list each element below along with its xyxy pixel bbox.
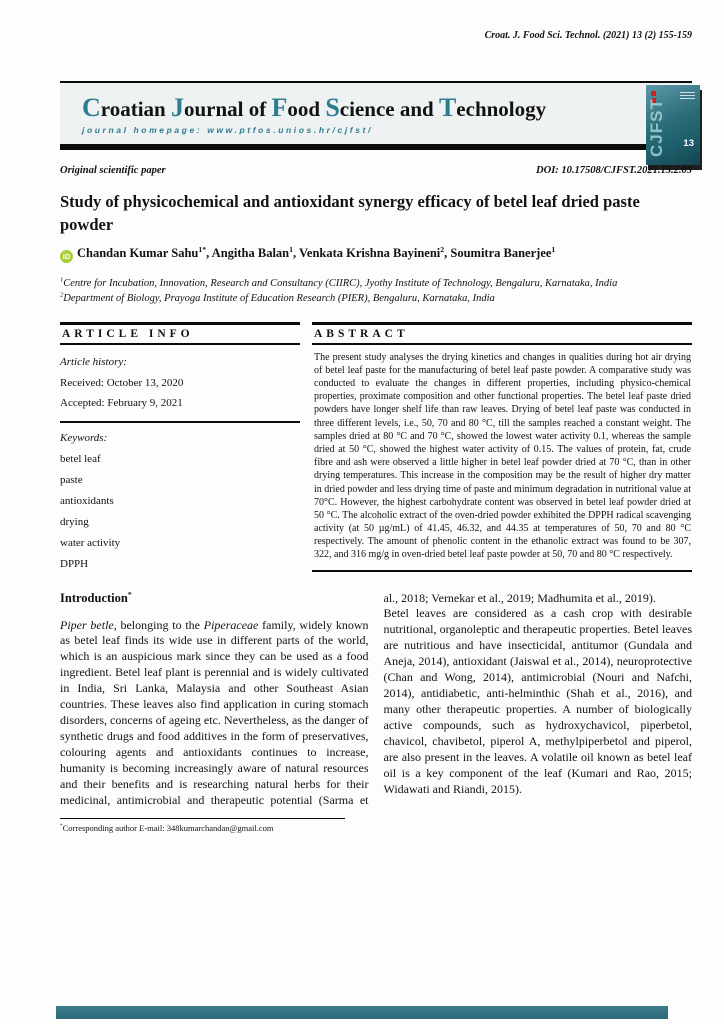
intro-paragraph-right-2: Betel leaves are considered as a cash crop with desirable nutritional, organoleptic and therapeutic properties. Betel leaves are nutritious and have insecticidal, antitumor (Gundala and Aneja, 2014), antioxidant (Jaiswal et al., 2014), neuroprotective (Chan and Wong, 2014), antimicrobial (Nouri and Nafchi, 2014), antidiabetic, anti-helminthic (Shah et al., 2016), and many other therapeutic properties. A number of biologically active compounds, such as hydroxychavicol, piperbetol, chavicol, chavibetol, piperol A, methylpiperbetol and piperol, are also present in the leaves. A volatile oil known as betel leaf oil is a key component of the leaf (Kumari and Rao, 2015; Widawati and Riandi, 2015). [383, 606, 692, 796]
author-affil-sup: 1 [551, 245, 556, 255]
introduction-section [60, 591, 692, 809]
journal-title-text: echnology [456, 97, 547, 121]
author-name [206, 246, 293, 260]
affiliation-text: Department of Biology, Prayoga Institute of Education Research (PIER), Bengaluru, Karnataka, India [63, 293, 495, 305]
article-info-header: ARTICLE INFO [60, 322, 300, 345]
keyword-item: DPPH [60, 557, 89, 570]
author-name [444, 246, 555, 260]
corresponding-author-note [60, 823, 692, 833]
journal-banner [60, 81, 694, 157]
keyword-item: antioxidants [60, 494, 114, 507]
journal-title-cap: F [271, 93, 288, 122]
author-name [293, 246, 444, 260]
paper-title: Study of physicochemical and antioxidant synergy efficacy of betel leaf dried paste powder [60, 192, 640, 235]
cover-volume: 13 [683, 138, 694, 149]
author-name-text: , Venkata Krishna Bayineni [293, 246, 441, 261]
received-date: Received: October 13, 2020 [60, 376, 184, 389]
affiliation-line [60, 276, 692, 291]
journal-title [82, 93, 632, 123]
introduction-heading-text: Introduction [60, 590, 128, 605]
intro-left-column [60, 591, 369, 809]
journal-title-cap: C [82, 93, 101, 122]
author-name [77, 246, 206, 260]
journal-title-cap: J [170, 93, 184, 122]
journal-title-cap: T [438, 93, 457, 122]
introduction-heading [60, 591, 369, 606]
footnote-divider [60, 818, 345, 819]
keyword-item: betel leaf [60, 453, 101, 466]
cover-acronym: CJFST [647, 98, 666, 157]
info-abstract-section [60, 322, 692, 575]
affiliation-line [60, 291, 692, 306]
species-name-italic: Piper betle [60, 617, 114, 632]
journal-title-text: roatian [100, 97, 171, 121]
author-affil-sup: 1* [198, 245, 207, 255]
page-bottom-bar [56, 1006, 668, 1019]
intro-right-column [384, 591, 693, 809]
introduction-heading-sup: * [127, 589, 132, 599]
author-name-text: , Angitha Balan [206, 246, 290, 261]
article-history-label: Article history: [60, 355, 127, 368]
footnote-asterisk: * [60, 823, 63, 830]
article-type-label: Original scientific paper [60, 165, 166, 176]
journal-title-cap: S [325, 93, 340, 122]
keywords-label: Keywords: [60, 432, 108, 445]
article-info-panel [60, 322, 300, 575]
authors-line [60, 246, 692, 263]
author-affil-sup: 1 [289, 245, 293, 255]
corresponding-email-link[interactable]: 348kumarchandan@gmail.com [166, 822, 274, 833]
intro-text: , belonging to the [113, 617, 204, 632]
abstract-panel [312, 322, 692, 575]
orcid-icon: iD [60, 250, 73, 263]
keyword-item: paste [60, 474, 83, 487]
keyword-item: drying [60, 515, 89, 528]
intro-text: family, widely known as betel leaf finds its wide use in different parts of the world, which is an auspicious mark since they can be used as a food ingredient. Betel leaf plant is perennial and is widely cultivated in India, Sri Lanka, Malaysia and other Southeast Asian countries. These leaves also find application in curing stomach disorders, concerns of ageing etc. Nevertheless, as the danger of synthetic drugs and food additives in the form of preservatives, colouring agents and antioxidants continues to increase, humanity is becoming increasingly aware of natural resources and their benefits and is researching natural herbs for their medicinal, antimicrobial and therapeutic potential (Sarma et [60, 617, 369, 808]
doi-label: DOI: 10.17508/CJFST.2021.13.2.03 [536, 165, 692, 176]
intro-paragraph-right-1: al., 2018; Vernekar et al., 2019; Madhumita et al., 2019). [383, 590, 656, 605]
abstract-header: ABSTRACT [312, 322, 692, 345]
author-name-text: , Soumitra Banerjee [444, 246, 552, 261]
keyword-item: water activity [60, 536, 121, 549]
affiliation-sup: 1 [60, 276, 64, 284]
intro-paragraph-left [60, 618, 369, 809]
keywords-divider [60, 421, 300, 423]
affiliation-text: Centre for Incubation, Innovation, Research and Consultancy (CIIRC), Jyothy Institute of Technology, Bengaluru, Karnataka, India [63, 278, 618, 290]
journal-homepage-line [82, 125, 632, 135]
meta-row [60, 165, 692, 176]
cover-title-lines-icon [680, 92, 695, 100]
article-info-body [60, 345, 300, 575]
family-name-italic: Piperaceae [203, 617, 259, 632]
affiliations [60, 276, 692, 306]
journal-title-text: ood [287, 97, 326, 121]
journal-homepage-label: journal homepage: [82, 125, 208, 135]
journal-title-text: cience and [339, 97, 439, 121]
abstract-text: The present study analyses the drying kinetics and changes in qualities during hot air drying of betel leaf paste for the manufacturing of betel leaf paste powder. A comparative study was conducted to evaluate the changes in different properties, including physico-chemical properties, proximate composition and other functional properties. The betel leaf paste dried powders have longer shelf life than raw leaves. Drying of betel leaf paste was conducted in three different levels, i.e., 50, 70 and 80 °C, till the samples reached a constant weight. The samples dried at 80 °C and 70 °C, showed the lowest water activity 0.1, whereas the sample dried at 50 °C, showed the highest water activity of 0.15. The values of protein, fat, crude fibre and ash were observed a little higher in betel leaf powder dried at 70 °C, than in other drying temperatures. This increase in the composition may be the result of higher dry matter in dried powder and less drying time of paste and minimum degradation in nutritional value at 70°C. However, the highest carbohydrate content was observed in betel leaf powder dried at 50 °C. The alcoholic extract of the oven-dried powder exhibited the DPPH radical scavenging activity (at 50 µg/mL) of 41.45, 46.32, and 44.35 at temperatures of 50, 70 and 80 °C respectively. The amount of phenolic content in the ethanolic extract was found to be 307, 322, and 316 mg/g in oven-dried betel leaf paste powder at 50, 70 and 80 °C respectively. [312, 345, 692, 572]
footnote-block [60, 818, 692, 833]
journal-cover-thumbnail [646, 85, 700, 165]
author-affil-sup: 2 [440, 245, 445, 255]
running-head-citation: Croat. J. Food Sci. Technol. (2021) 13 (2) 155-159 [484, 30, 692, 41]
accepted-date: Accepted: February 9, 2021 [60, 397, 183, 410]
journal-title-text: ournal of [183, 97, 272, 121]
footnote-label: Corresponding author E-mail: [62, 822, 167, 833]
author-name-text: Chandan Kumar Sahu [77, 246, 199, 261]
affiliation-sup: 2 [60, 291, 64, 299]
journal-homepage-link[interactable]: www.ptfos.unios.hr/cjfst/ [207, 125, 373, 135]
